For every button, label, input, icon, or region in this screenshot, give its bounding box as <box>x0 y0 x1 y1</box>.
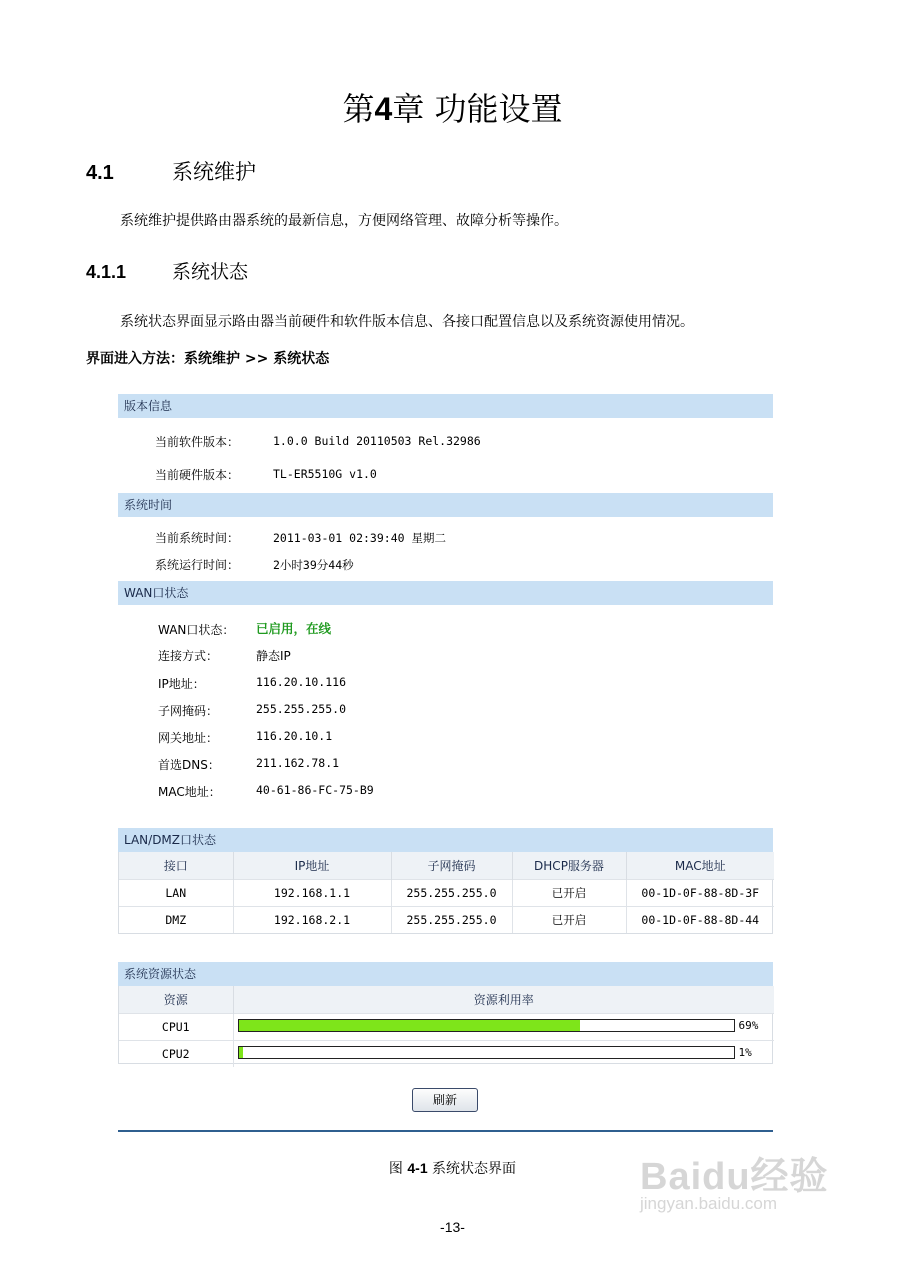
wan-ip-value: 116.20.10.116 <box>256 675 347 689</box>
hardware-version-value: TL-ER5510G v1.0 <box>273 467 377 481</box>
refresh-button[interactable]: 刷新 <box>412 1088 478 1112</box>
cell-mask: 255.255.255.0 <box>391 880 512 907</box>
cpu2-percent: 1% <box>738 1046 752 1059</box>
system-time-header: 系统时间 <box>118 493 773 517</box>
cell-ip: 192.168.2.1 <box>233 907 391 934</box>
subsection-intro: 系统状态界面显示路由器当前硬件和软件版本信息、各接口配置信息以及系统资源使用情况。 <box>120 314 694 330</box>
cpu1-usage-fill <box>239 1020 581 1031</box>
table-row <box>119 880 774 907</box>
resource-table <box>119 986 774 1067</box>
divider-rule <box>118 1130 773 1132</box>
chapter-title <box>0 84 905 130</box>
connection-type-value: 静态IP <box>256 649 291 663</box>
col-mac: MAC地址 <box>626 852 774 880</box>
lan-dmz-header: LAN/DMZ口状态 <box>118 828 773 852</box>
wan-state-value: 已启用，在线 <box>256 621 332 636</box>
uptime-value: 2小时39分44秒 <box>273 558 354 572</box>
section-intro: 系统维护提供路由器系统的最新信息，方便网络管理、故障分析等操作。 <box>120 213 568 229</box>
wan-mask-value: 255.255.255.0 <box>256 702 347 716</box>
cell-interface: LAN <box>119 880 233 907</box>
chapter-suffix: 章 功能设置 <box>392 90 563 128</box>
chapter-number: 4 <box>374 91 393 127</box>
cell-resource-name: CPU1 <box>119 1014 233 1041</box>
section-title: 系统维护 <box>172 160 256 184</box>
gateway-value: 116.20.10.1 <box>256 729 333 743</box>
wan-ip-label: IP地址： <box>158 677 205 691</box>
hardware-version-label: 当前硬件版本： <box>155 468 240 482</box>
cell-interface: DMZ <box>119 907 233 934</box>
caption-text: 系统状态界面 <box>427 1161 517 1177</box>
cell-mask: 255.255.255.0 <box>391 907 512 934</box>
table-header-row <box>119 986 774 1014</box>
section-number: 4.1 <box>86 162 114 184</box>
table-row <box>119 1014 774 1041</box>
cell-usage <box>233 1041 774 1068</box>
version-info-header: 版本信息 <box>118 394 773 418</box>
watermark-logo: Baidu经验 <box>640 1156 829 1198</box>
subsection-number: 4.1.1 <box>86 262 127 282</box>
section-heading <box>86 156 256 186</box>
col-usage: 资源利用率 <box>233 986 774 1014</box>
cpu1-percent: 69% <box>738 1019 759 1032</box>
col-dhcp: DHCP服务器 <box>512 852 626 880</box>
table-row <box>119 1041 774 1068</box>
resource-status-header: 系统资源状态 <box>118 962 773 986</box>
baidu-watermark <box>640 1145 829 1214</box>
lan-dmz-table-wrap <box>118 852 773 934</box>
nav-path: 界面进入方法：系统维护 >> 系统状态 <box>86 351 330 367</box>
cpu2-usage-fill <box>239 1047 244 1058</box>
cell-dhcp: 已开启 <box>512 880 626 907</box>
col-mask: 子网掩码 <box>391 852 512 880</box>
cpu1-usage-bar <box>238 1019 735 1032</box>
col-ip: IP地址 <box>233 852 391 880</box>
table-row <box>119 907 774 934</box>
current-time-value: 2011-03-01 02:39:40 星期二 <box>273 531 446 545</box>
caption-number: 4-1 <box>407 1160 428 1176</box>
wan-status-header: WAN口状态 <box>118 581 773 605</box>
wan-mac-value: 40-61-86-FC-75-B9 <box>256 783 374 797</box>
caption-prefix: 图 <box>388 1161 408 1177</box>
connection-type-label: 连接方式： <box>158 649 219 663</box>
chapter-prefix: 第 <box>342 90 375 128</box>
cell-resource-name: CPU2 <box>119 1041 233 1068</box>
page-number: -13- <box>440 1219 465 1235</box>
gateway-label: 网关地址： <box>158 731 219 745</box>
watermark-url: jingyan.baidu.com <box>640 1194 778 1213</box>
dns-value: 211.162.78.1 <box>256 756 340 770</box>
cell-mac: 00-1D-0F-88-8D-3F <box>626 880 774 907</box>
cell-dhcp: 已开启 <box>512 907 626 934</box>
cell-ip: 192.168.1.1 <box>233 880 391 907</box>
subsection-heading <box>86 257 248 284</box>
cell-usage <box>233 1014 774 1041</box>
dns-label: 首选DNS： <box>158 758 220 772</box>
cell-mac: 00-1D-0F-88-8D-44 <box>626 907 774 934</box>
software-version-value: 1.0.0 Build 20110503 Rel.32986 <box>273 434 481 448</box>
col-interface: 接口 <box>119 852 233 880</box>
wan-mask-label: 子网掩码： <box>158 704 219 718</box>
lan-dmz-table <box>119 852 774 933</box>
wan-mac-label: MAC地址： <box>158 785 221 799</box>
uptime-label: 系统运行时间： <box>155 558 240 572</box>
software-version-label: 当前软件版本： <box>155 435 240 449</box>
table-header-row <box>119 852 774 880</box>
resource-table-wrap <box>118 986 773 1064</box>
cpu2-usage-bar <box>238 1046 735 1059</box>
current-time-label: 当前系统时间： <box>155 531 240 545</box>
col-resource: 资源 <box>119 986 233 1014</box>
wan-state-label: WAN口状态： <box>158 623 235 637</box>
subsection-title: 系统状态 <box>172 261 249 283</box>
